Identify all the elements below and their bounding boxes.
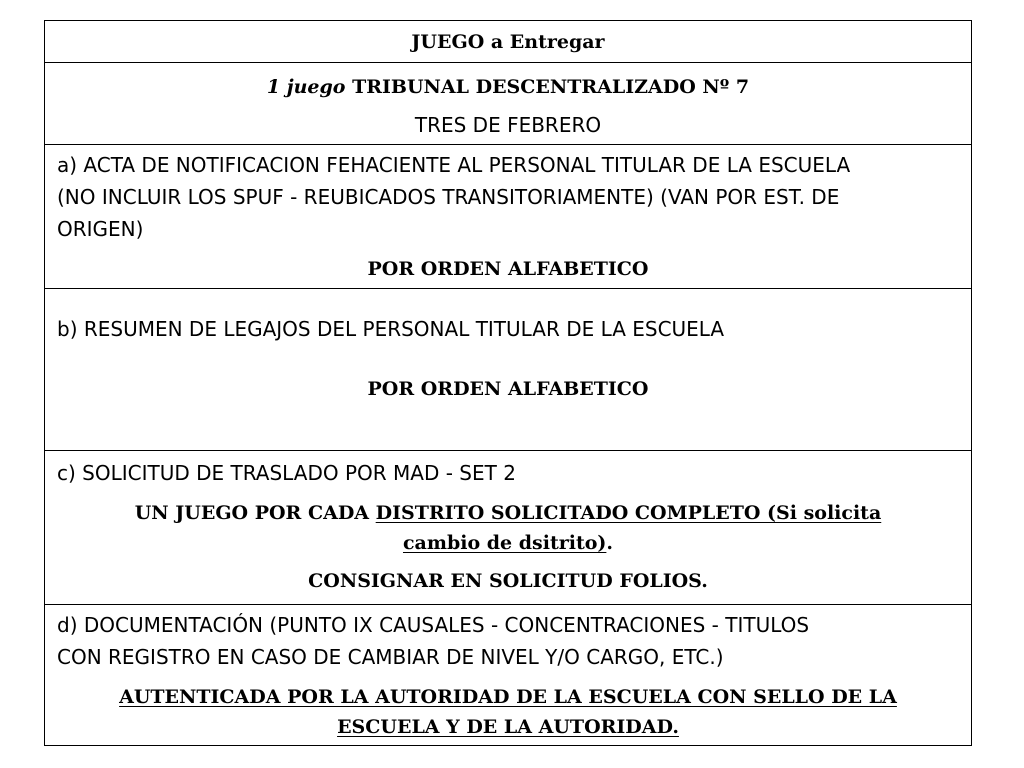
item-d-line-2: CON REGISTRO EN CASO DE CAMBIAR DE NIVEL Y/O CARGO, ETC.) bbox=[57, 645, 724, 669]
requirements-table bbox=[44, 20, 972, 746]
tribunal-title bbox=[57, 71, 959, 103]
item-d-note-1: AUTENTICADA POR LA AUTORIDAD DE LA ESCUELA CON SELLO DE LA bbox=[119, 686, 897, 708]
tribunal-subtitle: TRES DE FEBRERO bbox=[414, 113, 602, 137]
item-d-note-2: ESCUELA Y DE LA AUTORIDAD. bbox=[337, 716, 679, 738]
item-a-line-1: a) ACTA DE NOTIFICACION FEHACIENTE AL PERSONAL TITULAR DE LA ESCUELA bbox=[57, 153, 851, 177]
item-c-instruction-underlined-2: cambio de dsitrito) bbox=[402, 532, 607, 554]
item-b-note: POR ORDEN ALFABETICO bbox=[367, 378, 649, 400]
tribunal-title-prefix: 1 juego bbox=[266, 76, 346, 98]
item-c-line-1: c) SOLICITUD DE TRASLADO POR MAD - SET 2 bbox=[57, 461, 516, 485]
item-a-line-3: ORIGEN) bbox=[57, 217, 144, 241]
table-row-item-c bbox=[45, 451, 971, 605]
table-row-tribunal bbox=[45, 63, 971, 145]
item-a-note: POR ORDEN ALFABETICO bbox=[367, 258, 649, 280]
item-c-instruction-2 bbox=[57, 527, 959, 559]
item-b-line-1: b) RESUMEN DE LEGAJOS DEL PERSONAL TITULAR DE LA ESCUELA bbox=[57, 317, 725, 341]
item-d-line-1: d) DOCUMENTACIÓN (PUNTO IX CAUSALES - CONCENTRACIONES - TITULOS bbox=[57, 613, 810, 637]
item-c-note: CONSIGNAR EN SOLICITUD FOLIOS. bbox=[308, 570, 708, 592]
table-row-item-a bbox=[45, 145, 971, 289]
item-c-instruction-lead: UN JUEGO POR CADA bbox=[134, 502, 370, 524]
table-row-item-b bbox=[45, 289, 971, 451]
item-c-instruction-end: . bbox=[606, 532, 614, 554]
header-title: JUEGO a Entregar bbox=[411, 31, 605, 53]
item-a-line-2: (NO INCLUIR LOS SPUF - REUBICADOS TRANSITORIAMENTE) (VAN POR EST. DE bbox=[57, 185, 840, 209]
tribunal-title-main: TRIBUNAL DESCENTRALIZADO Nº 7 bbox=[352, 76, 750, 98]
table-row-item-d bbox=[45, 605, 971, 747]
item-c-instruction-underlined: DISTRITO SOLICITADO COMPLETO (Si solicita bbox=[375, 502, 882, 524]
item-c-instruction-1 bbox=[57, 497, 959, 529]
table-row-header bbox=[45, 21, 971, 63]
